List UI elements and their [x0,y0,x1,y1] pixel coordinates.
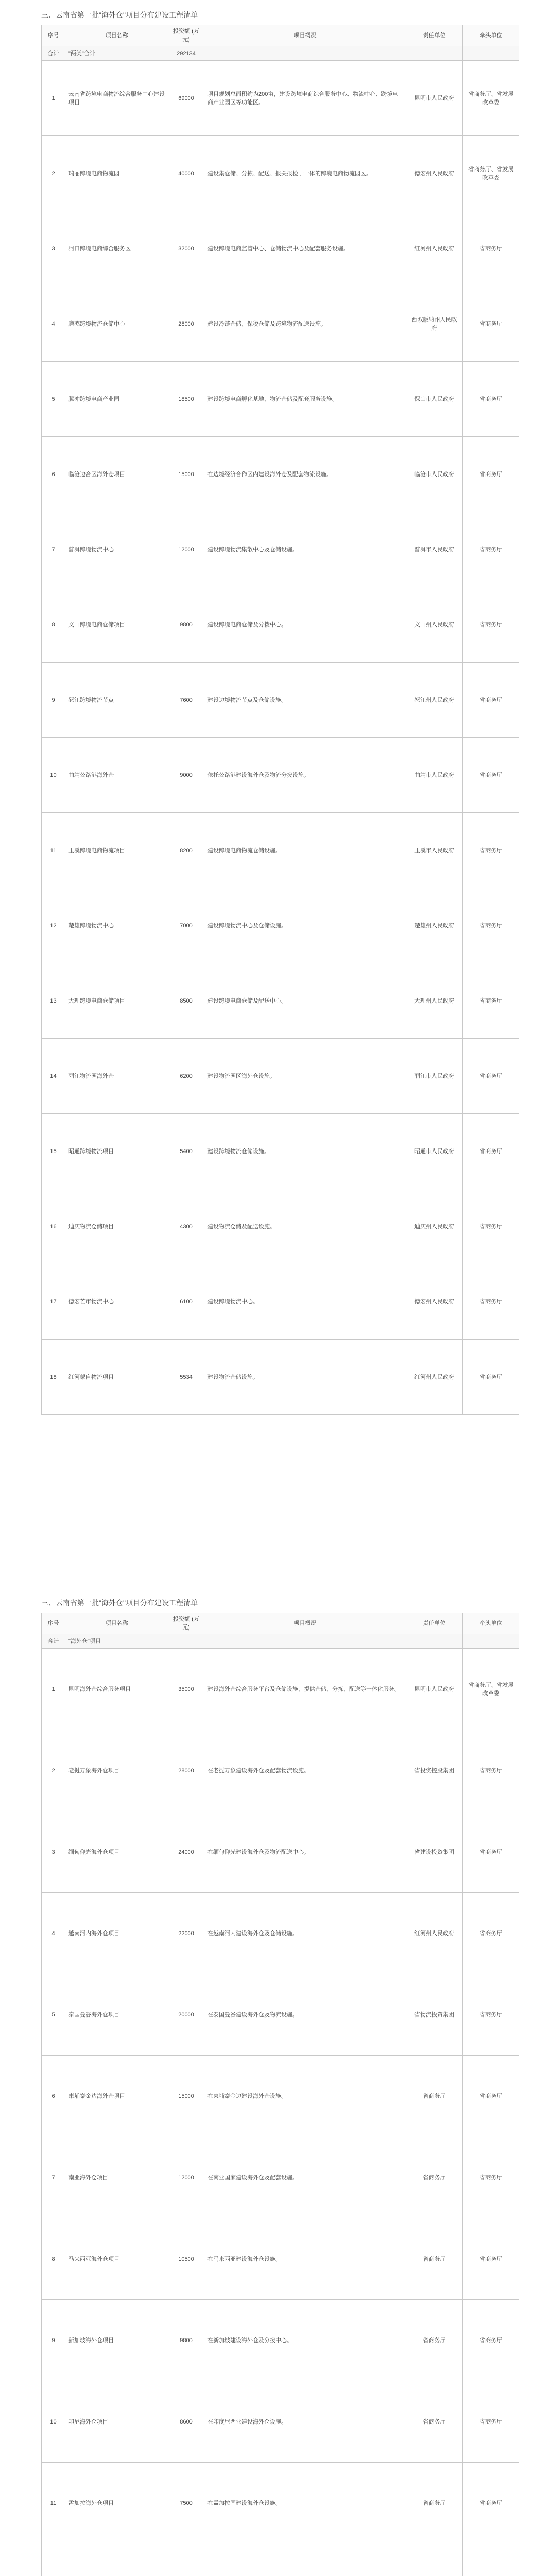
row-no: 12 [42,888,65,963]
row-name: 红河蒙自物流项目 [65,1340,168,1415]
table-row [42,512,519,587]
row-no: 17 [42,1264,65,1340]
project-table [41,25,519,1415]
table-row [42,663,519,738]
row-name: 楚雄跨境物流中心 [65,888,168,963]
row-lead: 省商务厅 [463,1114,519,1189]
row-unit: 玉溪市人民政府 [406,813,463,888]
row-desc: 建设集仓储、分拣、配送、报关报检于一体的跨境电商物流园区。 [204,136,406,211]
row-no: 16 [42,1189,65,1264]
row-name: 柬埔寨金边海外仓项目 [65,2056,168,2137]
row-desc: 建设跨境物流仓储设施。 [204,1114,406,1189]
row-desc: 在老挝万象建设海外仓及配套物流设施。 [204,1730,406,1811]
row-amount: 28000 [168,286,204,362]
row-name: 磨憨跨境物流仓储中心 [65,286,168,362]
row-unit: 普洱市人民政府 [406,512,463,587]
row-amount: 15000 [168,437,204,512]
row-desc: 建设边境物流节点及仓储设施。 [204,663,406,738]
row-name: 德宏芒市物流中心 [65,1264,168,1340]
table-row [42,2381,519,2463]
row-lead: 省商务厅 [463,2218,519,2300]
row-lead: 省商务厅 [463,1340,519,1415]
header-lead: 牵头单位 [463,25,519,46]
row-no: 18 [42,1340,65,1415]
row-no: 2 [42,1730,65,1811]
row-no: 10 [42,2381,65,2463]
row-no: 14 [42,1039,65,1114]
group-row [42,1634,519,1649]
row-lead: 省商务厅 [463,512,519,587]
row-no: 13 [42,963,65,1039]
row-name: 老挝万象海外仓项目 [65,1730,168,1811]
row-no: 10 [42,738,65,813]
row-no: 11 [42,813,65,888]
header-unit: 责任单位 [406,25,463,46]
row-amount: 35000 [168,1649,204,1730]
row-name: 孟加拉海外仓项目 [65,2463,168,2544]
row-amount: 40000 [168,136,204,211]
row-amount: 7500 [168,2463,204,2544]
table-row [42,813,519,888]
row-desc: 建设跨境物流中心及仓储设施。 [204,888,406,963]
row-lead: 省商务厅 [463,738,519,813]
row-amount: 9800 [168,587,204,663]
row-lead: 省商务厅 [463,2381,519,2463]
row-desc: 建设跨境物流中心。 [204,1264,406,1340]
row-unit: 省建设投资集团 [406,1811,463,1893]
row-name: 临沧边合区海外仓项目 [65,437,168,512]
row-lead: 省商务厅 [463,1811,519,1893]
row-amount: 7000 [168,888,204,963]
row-desc: 建设跨境电商物流仓储设施。 [204,813,406,888]
row-name: 越南河内海外仓项目 [65,1893,168,1974]
row-unit: 省商务厅 [406,2218,463,2300]
row-no: 1 [42,1649,65,1730]
row-name: 丽江物流园海外仓 [65,1039,168,1114]
row-no: 9 [42,663,65,738]
row-amount: 9000 [168,738,204,813]
row-lead: 省商务厅 [463,1974,519,2056]
row-desc: 在缅甸仰光建设海外仓及物流配送中心。 [204,1811,406,1893]
row-desc: 在柬埔寨金边建设海外仓设施。 [204,2056,406,2137]
table-header [42,25,519,46]
row-amount: 8500 [168,963,204,1039]
row-lead: 省商务厅 [463,2137,519,2218]
row-amount: 32000 [168,211,204,286]
row-name: 昭通跨境物流项目 [65,1114,168,1189]
row-amount: 69000 [168,61,204,136]
row-unit: 西双版纳州人民政府 [406,286,463,362]
row-name: 云南省跨境电商物流综合服务中心建设项目 [65,61,168,136]
row-unit: 省商务厅 [406,2056,463,2137]
row-desc: 建设跨境电商孵化基地、物流仓储及配套服务设施。 [204,362,406,437]
row-name: 大理跨境电商仓储项目 [65,963,168,1039]
table-row [42,1189,519,1264]
row-unit: 曲靖市人民政府 [406,738,463,813]
row-unit: 大理州人民政府 [406,963,463,1039]
row-unit: 昆明市人民政府 [406,1649,463,1730]
row-lead: 省商务厅 [463,587,519,663]
row-lead: 省商务厅、省发展改革委 [463,136,519,211]
row-desc: 在越南河内建设海外仓及仓储设施。 [204,1893,406,1974]
row-name: 普洱跨境物流中心 [65,512,168,587]
row-unit: 红河州人民政府 [406,1340,463,1415]
row-desc: 建设海外仓综合服务平台及仓储设施，提供仓储、分拣、配送等一体化服务。 [204,1649,406,1730]
header-unit: 责任单位 [406,1613,463,1634]
row-unit: 保山市人民政府 [406,362,463,437]
row-desc: 建设物流仓储及配送设施。 [204,1189,406,1264]
row-amount: 24000 [168,1811,204,1893]
row-name: 南亚海外仓项目 [65,2137,168,2218]
row-desc: 在泰国曼谷建设海外仓及物流设施。 [204,1974,406,2056]
row-no: 11 [42,2463,65,2544]
row-name: 瑞丽跨境电商物流园 [65,136,168,211]
row-no: 5 [42,362,65,437]
row-lead: 省商务厅 [463,286,519,362]
row-unit: 丽江市人民政府 [406,1039,463,1114]
row-unit: 红河州人民政府 [406,1893,463,1974]
table-row [42,61,519,136]
row-desc: 建设跨境电商监管中心、仓储物流中心及配套服务设施。 [204,211,406,286]
row-name: 印尼海外仓项目 [65,2381,168,2463]
row-unit: 省商务厅 [406,2381,463,2463]
row-amount: 8200 [168,813,204,888]
table-row [42,2137,519,2218]
row-name: 怒江跨境物流节点 [65,663,168,738]
row-no: 15 [42,1114,65,1189]
row-amount: 7600 [168,663,204,738]
group-unit [406,46,463,61]
row-name: 曲靖公路港海外仓 [65,738,168,813]
header-no: 序号 [42,25,65,46]
row-lead: 省商务厅、省发展改革委 [463,61,519,136]
table-row [42,1264,519,1340]
row-desc: 在新加坡建设海外仓及分拨中心。 [204,2300,406,2381]
row-no: 3 [42,1811,65,1893]
group-desc [204,46,406,61]
header-desc: 项目概况 [204,25,406,46]
row-lead [463,2544,519,2576]
row-no: 1 [42,61,65,136]
row-unit: 昆明市人民政府 [406,61,463,136]
table-row [42,2300,519,2381]
section-title: 三、云南省第一批"海外仓"项目分布建设工程清单 [41,11,198,19]
row-no: 4 [42,1893,65,1974]
table-row [42,211,519,286]
table-row [42,2056,519,2137]
header-no: 序号 [42,1613,65,1634]
row-no: 2 [42,136,65,211]
row-lead: 省商务厅 [463,1189,519,1264]
row-amount: 4300 [168,1189,204,1264]
row-unit: 省投资控股集团 [406,1730,463,1811]
row-desc: 在边境经济合作区内建设海外仓及配套物流设施。 [204,437,406,512]
group-desc [204,1634,406,1649]
header-amount: 投资额 (万元) [168,1613,204,1634]
row-name: 腾冲跨境电商产业园 [65,362,168,437]
row-lead: 省商务厅 [463,888,519,963]
row-no [42,2544,65,2576]
group-amount: 292134 [168,46,204,61]
row-amount [168,2544,204,2576]
table-row [42,738,519,813]
row-desc: 建设跨境电商仓储及配送中心。 [204,963,406,1039]
row-unit: 省物流投资集团 [406,1974,463,2056]
row-desc: 依托公路港建设海外仓及物流分拨设施。 [204,738,406,813]
row-desc: 在马来西亚建设海外仓设施。 [204,2218,406,2300]
header-lead: 牵头单位 [463,1613,519,1634]
table-row [42,1730,519,1811]
table-row [42,286,519,362]
row-unit: 临沧市人民政府 [406,437,463,512]
row-name: 新加坡海外仓项目 [65,2300,168,2381]
row-unit: 德宏州人民政府 [406,136,463,211]
table-header [42,1613,519,1634]
row-name: 泰国曼谷海外仓项目 [65,1974,168,2056]
row-lead: 省商务厅、省发展改革委 [463,1649,519,1730]
row-no: 7 [42,512,65,587]
table-row [42,2463,519,2544]
row-name: 河口跨境电商综合服务区 [65,211,168,286]
row-unit [406,2544,463,2576]
table-body [42,1634,519,2576]
row-name [65,2544,168,2576]
row-unit: 红河州人民政府 [406,211,463,286]
row-amount: 18500 [168,362,204,437]
row-unit: 迪庆州人民政府 [406,1189,463,1264]
row-lead: 省商务厅 [463,2056,519,2137]
group-name: "海外仓"项目 [65,1634,168,1649]
header-desc: 项目概况 [204,1613,406,1634]
group-name: "两类"合计 [65,46,168,61]
row-name: 玉溪跨境电商物流项目 [65,813,168,888]
row-no: 3 [42,211,65,286]
row-unit: 怒江州人民政府 [406,663,463,738]
table-row [42,1974,519,2056]
row-name: 迪庆物流仓储项目 [65,1189,168,1264]
row-amount: 6100 [168,1264,204,1340]
row-desc: 在南亚国家建设海外仓及配套设施。 [204,2137,406,2218]
row-amount: 28000 [168,1730,204,1811]
table-row [42,1893,519,1974]
table-row [42,1039,519,1114]
row-lead: 省商务厅 [463,963,519,1039]
table-row [42,963,519,1039]
row-amount: 22000 [168,1893,204,1974]
row-desc: 建设物流仓储设施。 [204,1340,406,1415]
row-unit: 省商务厅 [406,2463,463,2544]
row-desc: 在印度尼西亚建设海外仓设施。 [204,2381,406,2463]
row-lead: 省商务厅 [463,813,519,888]
table-row [42,587,519,663]
row-lead: 省商务厅 [463,663,519,738]
row-name: 马来西亚海外仓项目 [65,2218,168,2300]
row-unit: 昭通市人民政府 [406,1114,463,1189]
row-no: 8 [42,2218,65,2300]
row-no: 6 [42,2056,65,2137]
row-desc: 建设跨境电商仓储及分拨中心。 [204,587,406,663]
row-lead: 省商务厅 [463,437,519,512]
row-amount: 6200 [168,1039,204,1114]
table-row [42,1649,519,1730]
row-desc [204,2544,406,2576]
row-amount: 5400 [168,1114,204,1189]
row-unit: 省商务厅 [406,2300,463,2381]
group-lead [463,1634,519,1649]
row-desc: 在孟加拉国建设海外仓设施。 [204,2463,406,2544]
header-name: 项目名称 [65,25,168,46]
row-name: 文山跨境电商仓储项目 [65,587,168,663]
table-row [42,136,519,211]
row-desc: 建设物流园区海外仓设施。 [204,1039,406,1114]
row-unit: 楚雄州人民政府 [406,888,463,963]
row-lead: 省商务厅 [463,362,519,437]
group-label: 合计 [42,46,65,61]
section-title: 三、云南省第一批"海外仓"项目分布建设工程清单 [41,1599,198,1607]
row-unit: 德宏州人民政府 [406,1264,463,1340]
group-label: 合计 [42,1634,65,1649]
group-unit [406,1634,463,1649]
header-name: 项目名称 [65,1613,168,1634]
table-row [42,888,519,963]
group-row [42,46,519,61]
row-desc: 建设跨境物流集散中心及仓储设施。 [204,512,406,587]
row-unit: 文山州人民政府 [406,587,463,663]
row-no: 6 [42,437,65,512]
row-no: 5 [42,1974,65,2056]
row-amount: 9800 [168,2300,204,2381]
row-lead: 省商务厅 [463,2300,519,2381]
table-row [42,2218,519,2300]
header-amount: 投资额 (万元) [168,25,204,46]
row-lead: 省商务厅 [463,1264,519,1340]
row-amount: 12000 [168,2137,204,2218]
row-desc: 项目规划总面积约为200亩，建设跨境电商综合服务中心、物流中心、跨境电商产业园区等功能区。 [204,61,406,136]
row-lead: 省商务厅 [463,1039,519,1114]
row-name: 昆明海外仓综合服务项目 [65,1649,168,1730]
table-row [42,362,519,437]
row-amount: 8600 [168,2381,204,2463]
group-lead [463,46,519,61]
table-row [42,437,519,512]
table-row [42,2544,519,2576]
project-table [41,1613,519,2576]
row-lead: 省商务厅 [463,2463,519,2544]
group-amount [168,1634,204,1649]
row-amount: 12000 [168,512,204,587]
row-name: 缅甸仰光海外仓项目 [65,1811,168,1893]
row-lead: 省商务厅 [463,211,519,286]
row-no: 8 [42,587,65,663]
row-lead: 省商务厅 [463,1730,519,1811]
section-2 [41,1597,519,2576]
table-body [42,46,519,1415]
row-unit: 省商务厅 [406,2137,463,2218]
row-lead: 省商务厅 [463,1893,519,1974]
table-row [42,1340,519,1415]
row-amount: 5534 [168,1340,204,1415]
row-no: 4 [42,286,65,362]
row-amount: 20000 [168,1974,204,2056]
row-desc: 建设冷链仓储、保税仓储及跨境物流配送设施。 [204,286,406,362]
table-row [42,1811,519,1893]
table-row [42,1114,519,1189]
row-amount: 15000 [168,2056,204,2137]
row-no: 9 [42,2300,65,2381]
row-amount: 10500 [168,2218,204,2300]
section-1 [41,9,519,1493]
row-no: 7 [42,2137,65,2218]
